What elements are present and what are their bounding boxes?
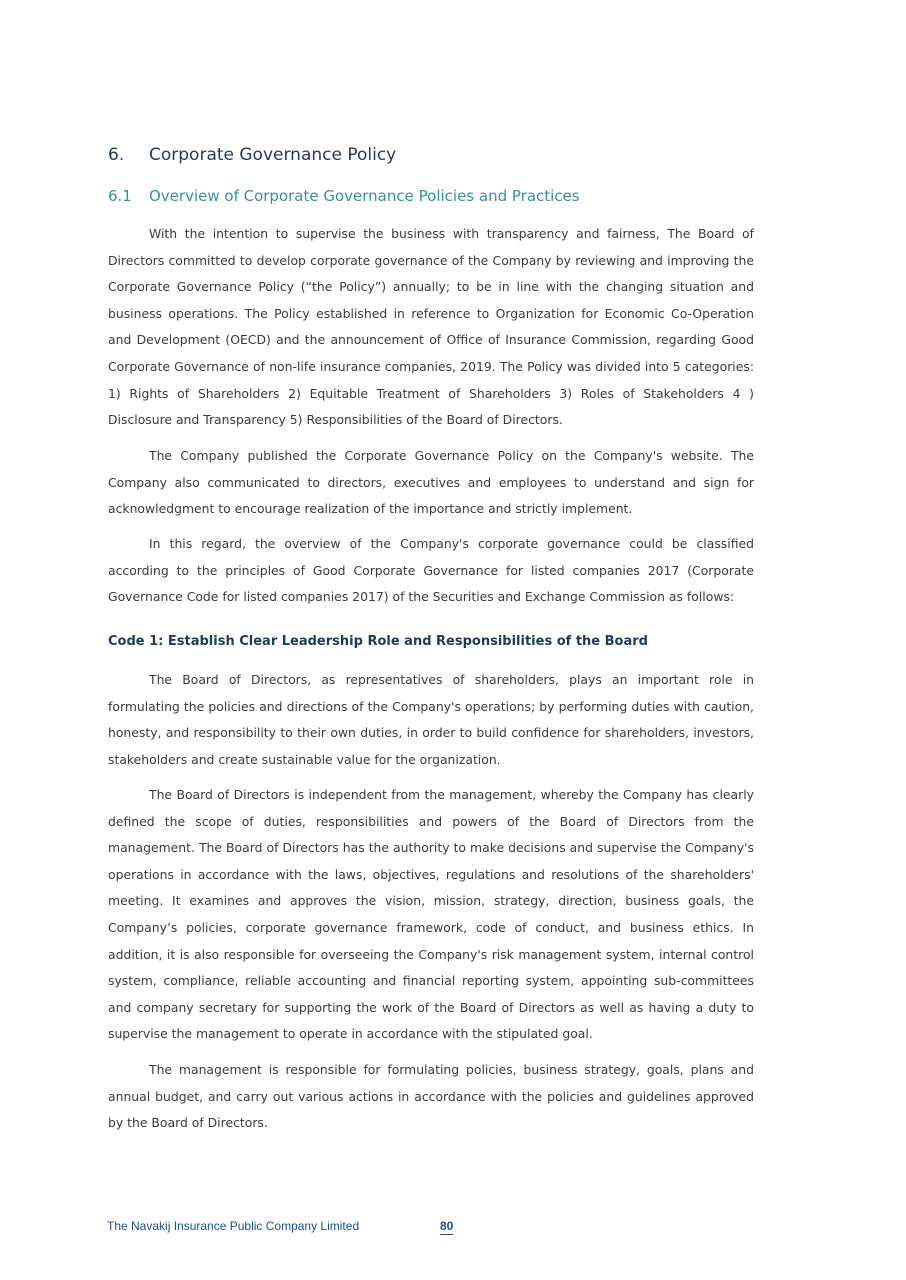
section-number: 6. (108, 145, 125, 165)
section-title: Corporate Governance Policy (149, 145, 397, 165)
code1-paragraph-1: The Board of Directors, as representatives of shareholders, plays an important role in formulating the policies and directions of the Company's operations; by performing duties with caution, honesty, and responsibility to their own duties, in order to build confidence for shareholders, investors, stakeholders and create sustainable value for the organization. (108, 672, 754, 767)
subsection-number: 6.1 (108, 187, 132, 205)
section-heading (108, 145, 754, 165)
intro-paragraph-3: In this regard, the overview of the Company's corporate governance could be classified according to the principles of Good Corporate Governance for listed companies 2017 (Corporate Governance Code for listed companies 2017) of the Securities and Exchange Commission as follows: (108, 536, 754, 605)
subsection-title: Overview of Corporate Governance Policies and Practices (149, 187, 580, 205)
footer-company-name: The Navakij Insurance Public Company Limited (107, 1219, 360, 1233)
intro-paragraph-1: With the intention to supervise the business with transparency and fairness, The Board of Directors committed to develop corporate governance of the Company by reviewing and improving the Corporate Governance Policy (“the Policy”) annually; to be in line with the changing situation and business operations. The Policy established in reference to Organization for Economic Co-Operation and Development (OECD) and the announcement of Office of Insurance Commission, regarding Good Corporate Governance of non-life insurance companies, 2019. The Policy was divided into 5 categories: 1) Rights of Shareholders 2) Equitable Treatment of Shareholders 3) Roles of Stakeholders 4 ) Disclosure and Transparency 5) Responsibilities of the Board of Directors. (108, 226, 754, 428)
intro-paragraph-2: The Company published the Corporate Governance Policy on the Company's website. The Company also communicated to directors, executives and employees to understand and sign for acknowledgment to encourage realization of the importance and strictly implement. (108, 448, 754, 517)
page-number: 80 (440, 1219, 454, 1233)
subsection-heading (108, 187, 754, 205)
code1-heading: Code 1: Establish Clear Leadership Role and Responsibilities of the Board (108, 634, 648, 649)
code1-paragraph-3: The management is responsible for formulating policies, business strategy, goals, plans and annual budget, and carry out various actions in accordance with the policies and guidelines approved by the Board of Directors. (108, 1062, 754, 1131)
code1-paragraph-2: The Board of Directors is independent from the management, whereby the Company has clearly defined the scope of duties, responsibilities and powers of the Board of Directors from the management. The Board of Directors has the authority to make decisions and supervise the Company's operations in accordance with the laws, objectives, regulations and resolutions of the shareholders' meeting. It examines and approves the vision, mission, strategy, direction, business goals, the Company’s policies, corporate governance framework, code of conduct, and business ethics. In addition, it is also responsible for overseeing the Company's risk management system, internal control system, compliance, reliable accounting and financial reporting system, appointing sub-committees and company secretary for supporting the work of the Board of Directors as well as having a duty to supervise the management to operate in accordance with the stipulated goal. (108, 787, 754, 1042)
